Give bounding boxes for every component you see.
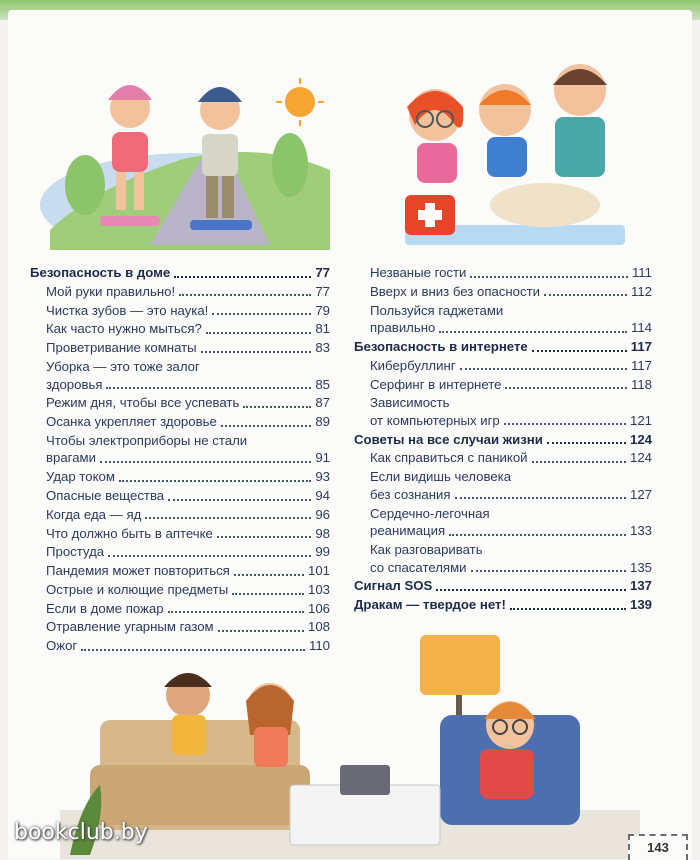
- toc-entry-title: Острые и колющие предметы: [46, 581, 229, 597]
- dot-leader: [547, 442, 626, 444]
- dot-leader: [532, 350, 627, 352]
- toc-entry-title-continued: здоровья: [46, 376, 103, 392]
- dot-leader: [168, 611, 304, 613]
- toc-entry: [354, 449, 652, 467]
- toc-entry-title: Советы на все случаи жизни: [354, 431, 543, 447]
- toc-entry-page: 117: [630, 338, 652, 354]
- toc-entry-page: 96: [315, 506, 330, 522]
- toc-entry-page: 118: [630, 376, 652, 392]
- dot-leader: [106, 387, 311, 389]
- toc-entry-page: 83: [315, 340, 330, 356]
- toc-entry-page: 106: [307, 600, 330, 616]
- toc-entry-title: Чтобы электроприборы не стали: [46, 432, 248, 448]
- toc-entry-page: 94: [315, 488, 330, 503]
- dot-leader: [510, 608, 626, 610]
- toc-entry: [354, 505, 652, 540]
- dot-leader: [119, 480, 311, 482]
- toc-entry-page: 93: [315, 469, 330, 485]
- toc-entry: [354, 394, 652, 429]
- dot-leader: [436, 589, 626, 591]
- toc-entry-page: 114: [630, 320, 652, 336]
- toc-entry: [30, 432, 330, 467]
- toc-entry-page: 111: [631, 265, 652, 280]
- toc-entry: [354, 283, 652, 301]
- toc-section-entry: [354, 577, 652, 595]
- toc-entry: [30, 283, 330, 301]
- toc-entry-page: 139: [629, 597, 652, 613]
- toc-entry-page: 79: [315, 302, 330, 318]
- toc-entry-title: Зависимость: [370, 395, 450, 411]
- toc-section-entry: [354, 338, 652, 356]
- toc-entry-page: 103: [307, 581, 330, 597]
- toc-entry-title: Сигнал SOS: [354, 578, 433, 594]
- toc-entry-page: 77: [315, 283, 330, 299]
- toc-entry: [30, 581, 330, 599]
- toc-right-column: [354, 264, 652, 615]
- page-number: 143: [628, 834, 688, 860]
- toc-entry-title: Как справиться с паникой: [370, 450, 528, 466]
- toc-section-entry: [30, 264, 330, 282]
- toc-entry: [30, 487, 330, 505]
- toc-entry-title: Вверх и вниз без опасности: [370, 283, 541, 299]
- toc-entry: [30, 302, 330, 320]
- toc-entry-page: 85: [315, 376, 330, 392]
- toc-entry-page: 127: [629, 486, 652, 502]
- dot-leader: [544, 294, 627, 296]
- toc-entry-title-continued: от компьютерных игр: [370, 412, 500, 428]
- dot-leader: [179, 294, 311, 296]
- toc-entry-page: 112: [630, 283, 652, 299]
- first-aid-illustration: [395, 35, 635, 250]
- toc-entry: [354, 468, 652, 503]
- dot-leader: [455, 497, 626, 499]
- toc-entry-title: Осанка укрепляет здоровье: [46, 414, 217, 430]
- toc-entry-title: Опасные вещества: [46, 488, 165, 503]
- toc-entry-page: 124: [629, 450, 652, 466]
- dot-leader: [232, 593, 304, 595]
- dot-leader: [217, 536, 311, 538]
- dot-leader: [505, 387, 627, 389]
- dot-leader: [470, 276, 628, 278]
- toc-entry-page: 108: [307, 619, 330, 635]
- toc-entry-title: Проветривание комнаты: [46, 340, 197, 356]
- toc-entry-page: 137: [629, 578, 652, 594]
- dot-leader: [174, 276, 311, 278]
- toc-entry-title: Дракам — твердое нет!: [354, 597, 506, 613]
- toc-entry-title: Удар током: [46, 469, 115, 485]
- toc-entry-page: 89: [315, 414, 330, 430]
- toc-entry-page: 101: [307, 563, 330, 579]
- dot-leader: [439, 331, 627, 333]
- toc-entry-title: Если видишь человека: [370, 469, 512, 485]
- toc-entry-page: 124: [629, 431, 652, 447]
- laptop-icon: [340, 765, 390, 795]
- toc-entry-title: Пандемия может повториться: [46, 563, 230, 579]
- toc-entry-title: Если в доме пожар: [46, 600, 164, 616]
- toc-entry-page: 135: [629, 559, 652, 575]
- toc-entry: [30, 506, 330, 524]
- toc-entry-title: Безопасность в доме: [30, 265, 171, 280]
- toc-entry: [30, 394, 330, 412]
- toc-entry-title: Пользуйся гаджетами: [370, 302, 504, 318]
- toc-entry-title: Отравление угарным газом: [46, 619, 214, 635]
- toc-entry-title-continued: врагами: [46, 450, 96, 466]
- toc-entry: [30, 562, 330, 580]
- toc-entry-title: Мой руки правильно!: [46, 283, 176, 299]
- toc-entry-title-continued: правильно: [370, 320, 436, 336]
- toc-entry-page: 77: [315, 265, 330, 280]
- toc-section-entry: [354, 596, 652, 614]
- toc-entry-title-continued: реанимация: [370, 523, 446, 539]
- toc-entry-title: Режим дня, чтобы все успевать: [46, 395, 240, 411]
- toc-entry-page: 99: [315, 544, 330, 560]
- toc-entry-title: Безопасность в интернете: [354, 338, 528, 354]
- dot-leader: [460, 368, 627, 370]
- toc-left-column: [30, 264, 330, 656]
- toc-entry: [30, 413, 330, 431]
- dot-leader: [201, 351, 312, 353]
- toc-entry-page: 110: [308, 638, 330, 654]
- toc-entry-title: Как часто нужно мыться?: [46, 321, 202, 337]
- sun-icon: [285, 87, 315, 117]
- toc-entry: [30, 543, 330, 561]
- toc-entry-title: Сердечно-легочная: [370, 505, 490, 521]
- toc-entry-page: 91: [315, 450, 330, 466]
- dot-leader: [234, 574, 304, 576]
- toc-entry: [30, 358, 330, 393]
- toc-entry-title: Кибербуллинг: [370, 357, 456, 373]
- dot-leader: [221, 425, 312, 427]
- toc-entry-title: Как разговаривать: [370, 541, 483, 557]
- dot-leader: [504, 423, 626, 425]
- toc-entry-title: Незваные гости: [370, 265, 467, 280]
- watermark: bookclub.by: [14, 820, 148, 845]
- kids-hoverboard-illustration: [30, 40, 330, 250]
- dot-leader: [471, 570, 626, 572]
- dot-leader: [532, 461, 626, 463]
- lamp-icon: [420, 635, 500, 695]
- dot-leader: [145, 517, 311, 519]
- dot-leader: [206, 332, 312, 334]
- toc-entry: [354, 541, 652, 576]
- dot-leader: [168, 499, 311, 501]
- toc-entry-title: Простуда: [46, 544, 105, 560]
- toc-entry-title: Чистка зубов — это наука!: [46, 302, 209, 318]
- toc-entry: [30, 339, 330, 357]
- toc-entry-page: 98: [315, 525, 330, 541]
- dot-leader: [108, 555, 311, 557]
- toc-entry: [30, 525, 330, 543]
- toc-entry-title: Уборка — это тоже залог: [46, 358, 200, 374]
- toc-entry-page: 121: [629, 412, 652, 428]
- dot-leader: [212, 313, 311, 315]
- dot-leader: [449, 534, 626, 536]
- toc-entry: [30, 320, 330, 338]
- toc-entry: [354, 264, 652, 282]
- dot-leader: [243, 406, 311, 408]
- toc-entry: [354, 376, 652, 394]
- toc-entry-page: 133: [629, 523, 652, 539]
- toc-entry-title: Серфинг в интернете: [370, 376, 502, 392]
- toc-entry-title: Что должно быть в аптечке: [46, 525, 213, 541]
- toc-entry: [354, 357, 652, 375]
- toc-entry-title: Когда еда — яд: [46, 506, 142, 522]
- toc-entry-page: 87: [315, 395, 330, 411]
- toc-entry-title-continued: со спасателями: [370, 559, 467, 575]
- toc-section-entry: [354, 431, 652, 449]
- toc-entry-page: 81: [315, 321, 330, 337]
- toc-entry-title-continued: без сознания: [370, 486, 451, 502]
- toc-entry-page: 117: [630, 357, 652, 373]
- toc-entry-title: Ожог: [46, 638, 78, 654]
- dot-leader: [100, 461, 311, 463]
- toc-entry: [354, 302, 652, 337]
- toc-entry: [30, 468, 330, 486]
